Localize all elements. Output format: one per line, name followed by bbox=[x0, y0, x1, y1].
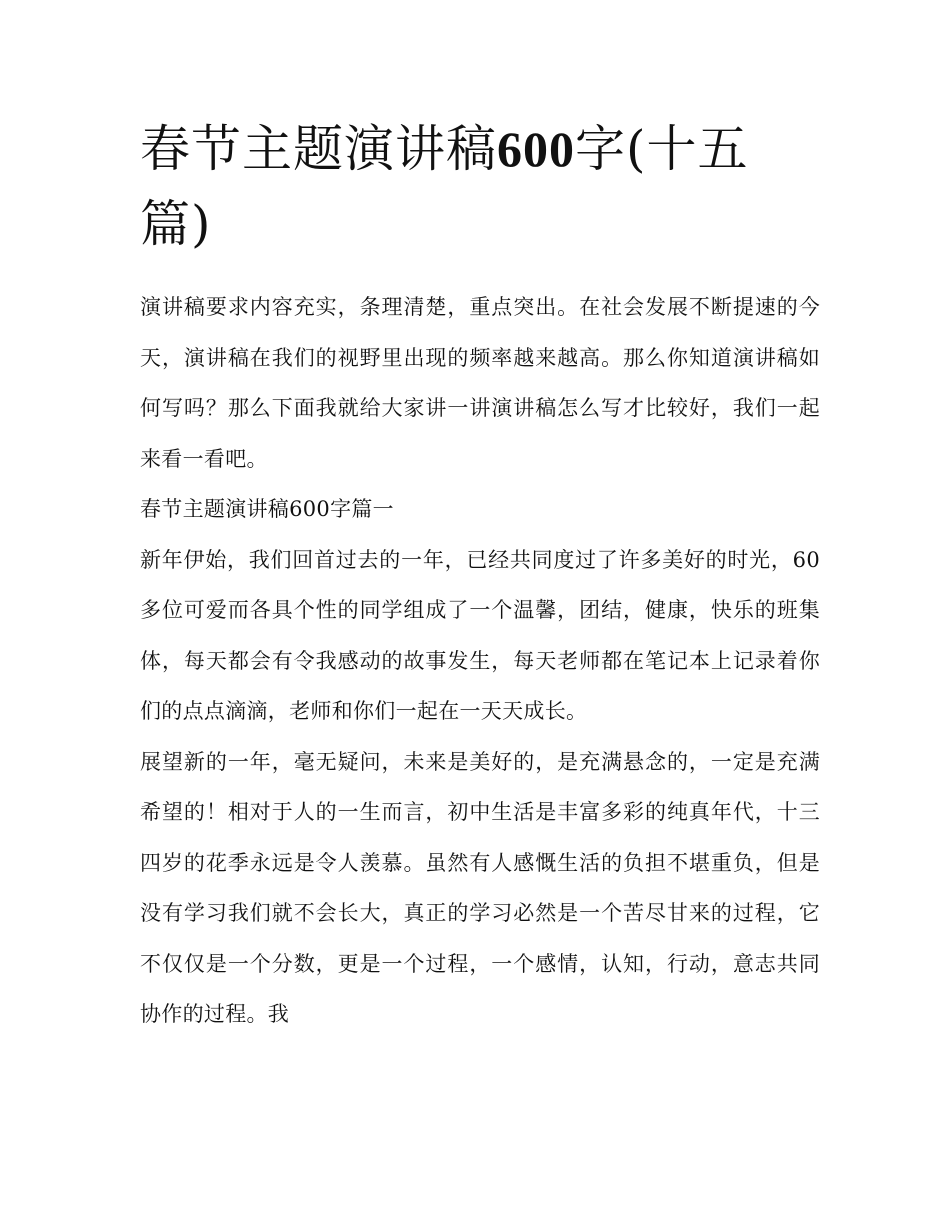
document-title bbox=[140, 112, 780, 262]
title-text-part2: 字(十五篇) bbox=[140, 120, 749, 253]
section-heading: 春节主题演讲稿600字篇一 bbox=[140, 497, 394, 521]
document-body bbox=[140, 282, 820, 1040]
document-content bbox=[140, 112, 820, 1040]
title-text-part1: 春节主题演讲稿 bbox=[140, 120, 497, 178]
title-number: 600 bbox=[497, 121, 575, 177]
body-paragraph: 展望新的一年，毫无疑问，未来是美好的，是充满悬念的，一定是充满希望的！相对于人的一生而言，初中生活是丰富多彩的纯真年代，十三四岁的花季永远是令人羡慕。虽然有人感慨生活的负担不堪重负，但是没有学习我们就不会长大，真正的学习必然是一个苦尽甘来的过程，它不仅仅是一个分数，更是一个过程，一个感情，认知，行动，意志共同协作的过程。我 bbox=[140, 749, 820, 1026]
intro-paragraph: 演讲稿要求内容充实，条理清楚，重点突出。在社会发展不断提速的今天，演讲稿在我们的视野里出现的频率越来越高。那么你知道演讲稿如何写吗？那么下面我就给大家讲一讲演讲稿怎么写才比较好，我们一起来看一看吧。 bbox=[140, 295, 820, 471]
body-paragraph: 新年伊始，我们回首过去的一年，已经共同度过了许多美好的时光，60多位可爱而各具个性的同学组成了一个温馨，团结，健康，快乐的班集体，每天都会有令我感动的故事发生，每天老师都在笔记本上记录着你们的点点滴滴，老师和你们一起在一天天成长。 bbox=[140, 547, 820, 723]
